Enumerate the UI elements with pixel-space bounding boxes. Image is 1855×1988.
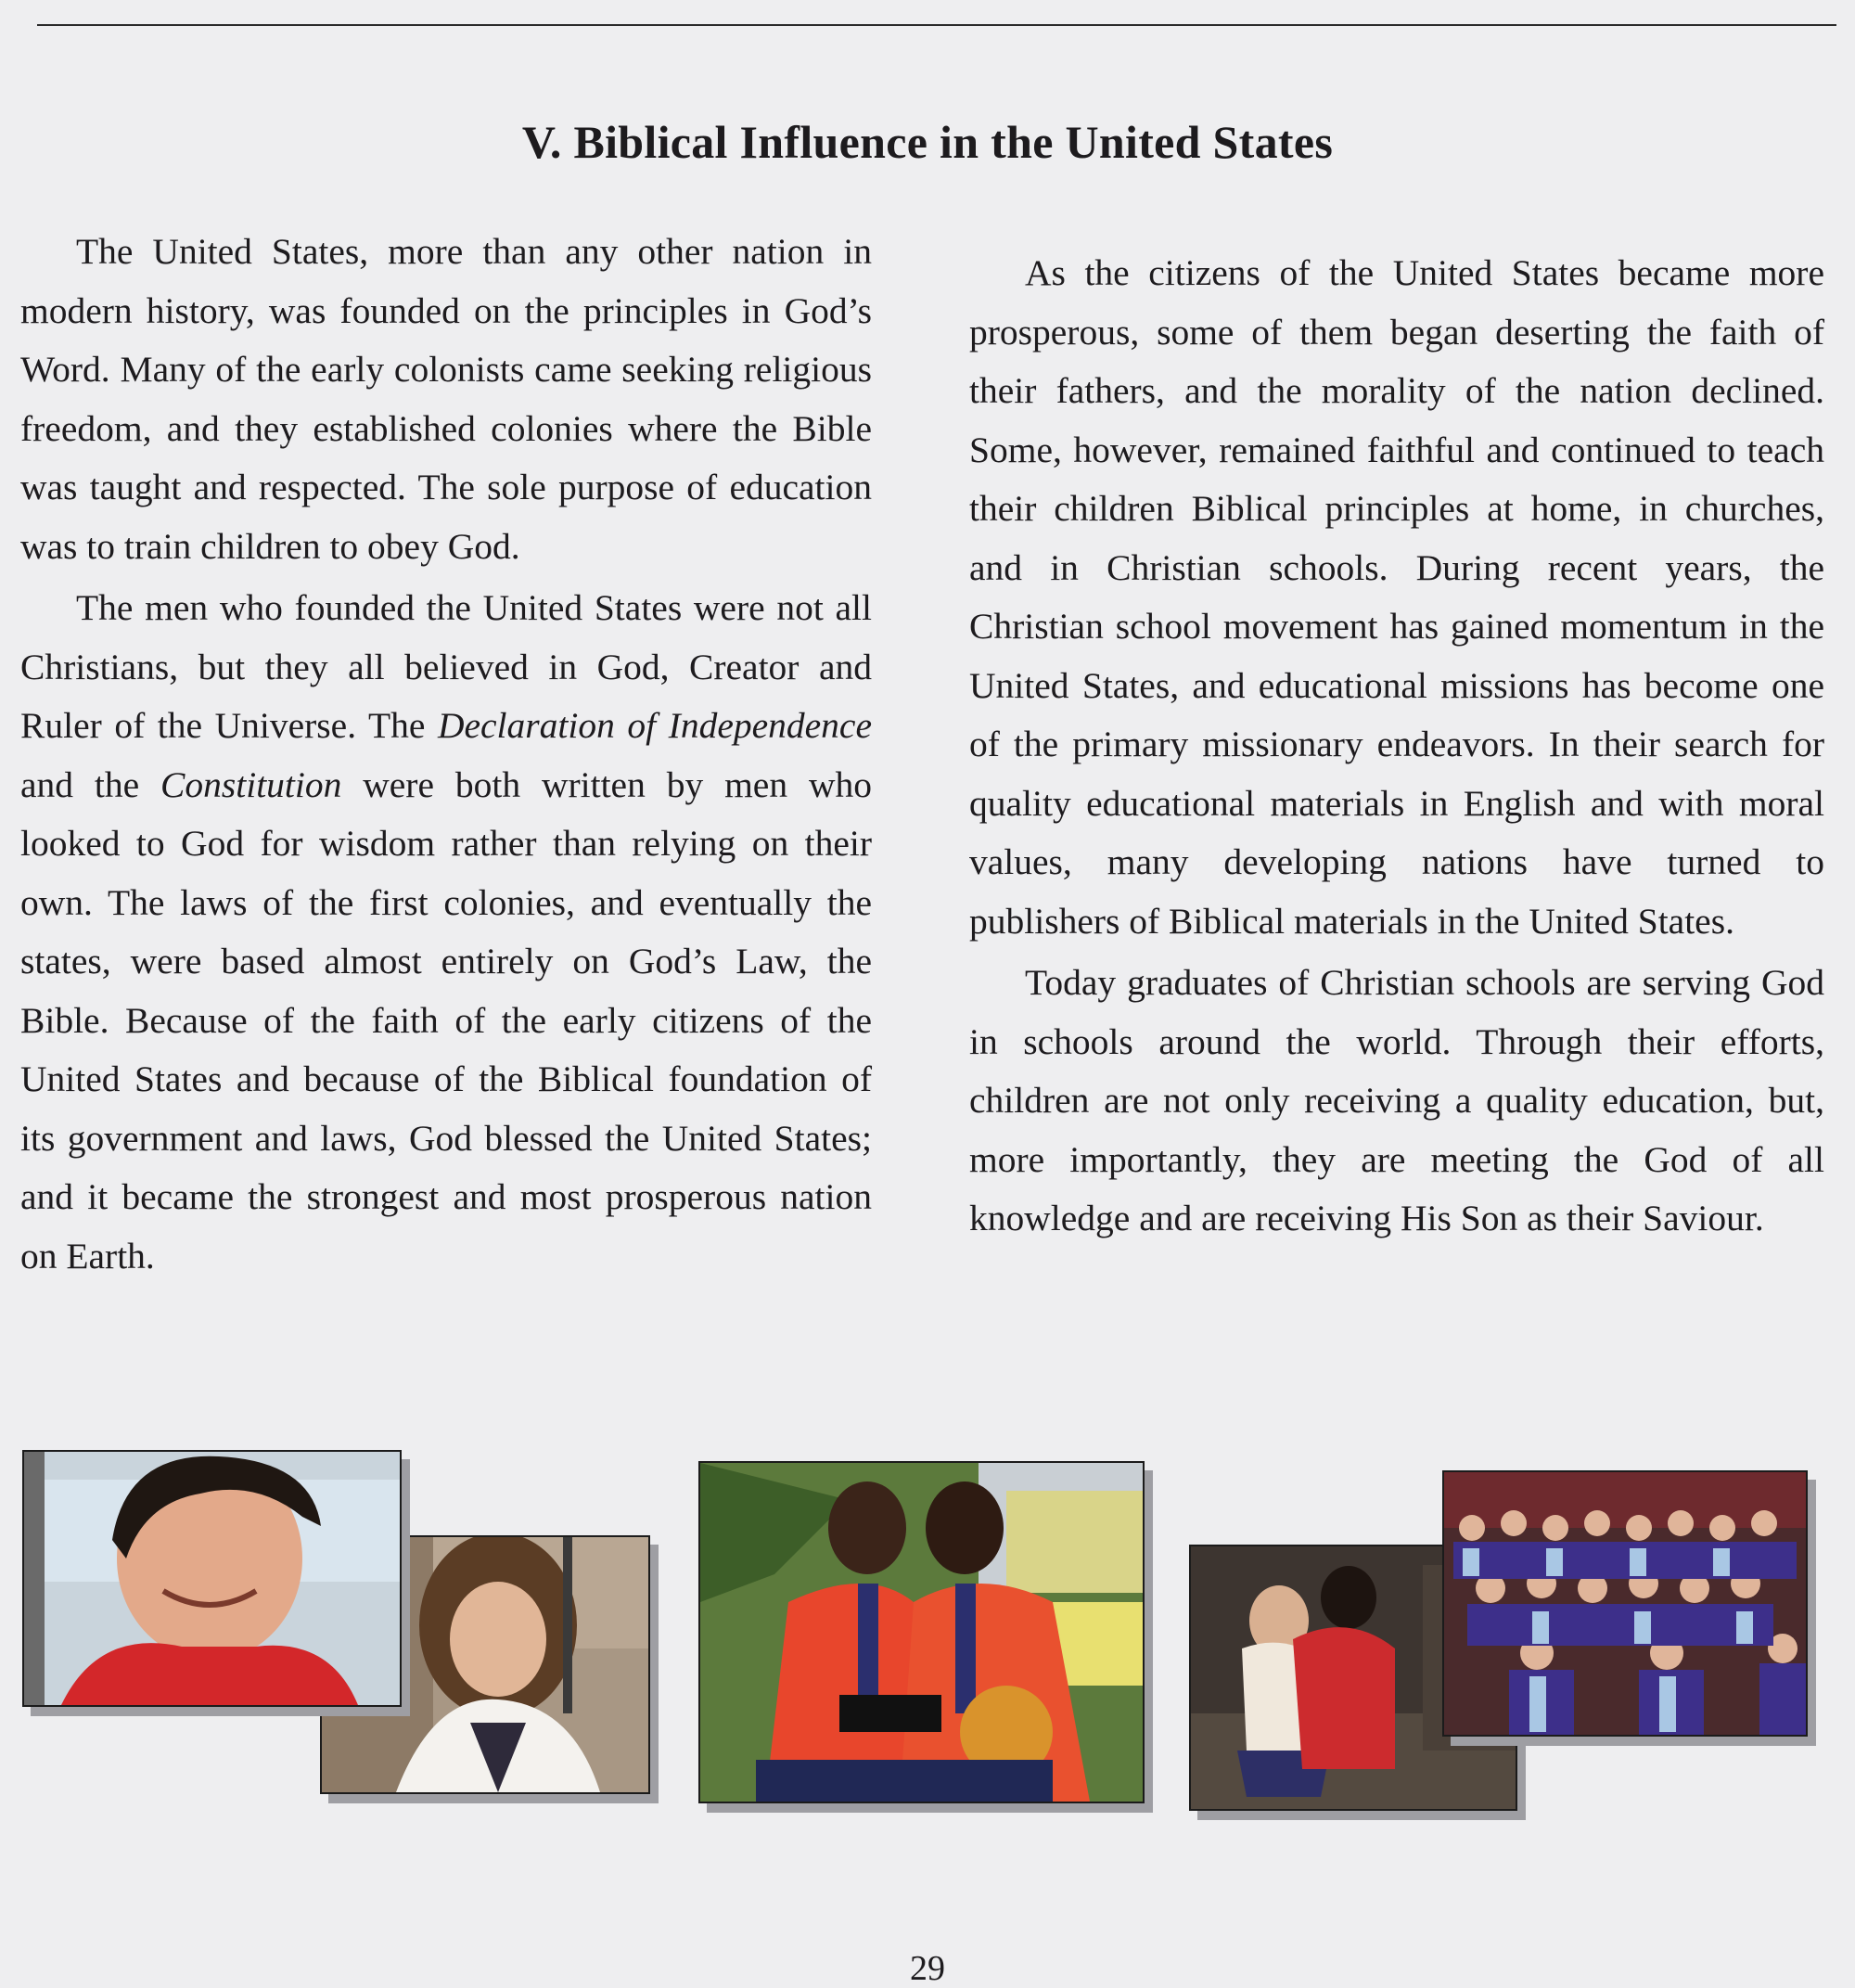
constitution-title: Constitution [160, 763, 342, 805]
left-paragraph-2-text-b: and the [20, 763, 161, 805]
left-paragraph-1: The United States, more than any other nation in modern history, was founded on the principles in God’s Word. Many of the early colonists came seeking religious freedom, and they established colonies where the Bible was taught and respected. The sole purpose of education was to train children to obey God. [20, 231, 872, 567]
right-paragraph-2: Today graduates of Christian schools are serving God in schools around the world. Through their efforts, children are not only receiving a quality education, but, more importantly, they are meeting the God of all knowledge and are receiving His Son as their Saviour. [969, 962, 1824, 1238]
left-column [20, 223, 872, 1286]
right-paragraph-1: As the citizens of the United States became more prosperous, some of them began deserting the faith of their fathers, and the morality of the nation declined. Some, however, remained faithful and continued to teach their children Biblical principles at home, in churches, and in Christian schools. During recent years, the Christian school movement has gained momentum in the United States, and educational missions has become one of the primary missionary endeavors. In their search for quality educational materials in English and with moral values, many developing nations have turned to publishers of Biblical materials in the United States. [969, 252, 1824, 942]
left-paragraph-2-text-a: The men who founded the United States were not all Christians, but they all believed in God, Creator and Ruler of the Universe. The [20, 587, 872, 746]
photo-boy-smiling [22, 1450, 402, 1707]
right-column [969, 244, 1824, 1249]
photo-school-choir [1442, 1470, 1808, 1737]
declaration-title: Declaration of Independence [437, 705, 872, 746]
page-number: 29 [910, 1949, 945, 1988]
left-paragraph-2 [20, 579, 872, 1286]
top-rule [37, 24, 1836, 26]
photo-men-reading-bible [698, 1461, 1145, 1803]
page-title: V. Biblical Influence in the United States [521, 116, 1334, 168]
left-paragraph-2-text-c: were both written by men who looked to God for wisdom rather than relying on their own. The laws of the first colonies, and eventually the states, were based almost entirely on God’s Law, the Bible. Because of the faith of the early citizens of the United States and because of the Biblical foundation of its government and laws, God blessed the United States; and it became the strongest and most prosperous nation on Earth. [20, 763, 872, 1276]
